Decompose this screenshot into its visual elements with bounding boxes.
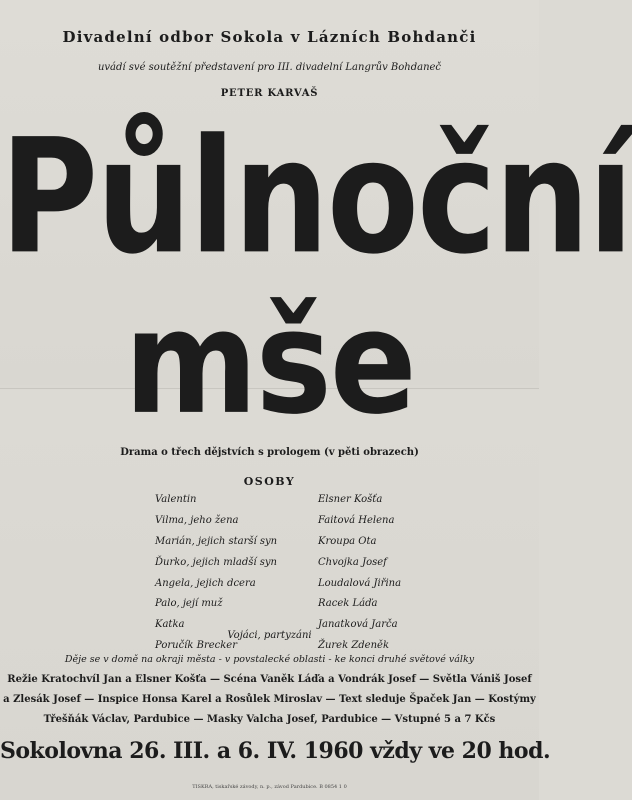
cast-role: Vilma, jeho žena <box>155 514 239 526</box>
cast-actor: Faitová Helena <box>318 514 395 526</box>
cast-row <box>0 494 539 515</box>
cast-actor: Racek Láďa <box>318 598 378 610</box>
poster-header: Divadelní odbor Sokola v Lázních Bohdanči <box>62 28 477 46</box>
performance-dates: Sokolovna 26. III. a 6. IV. 1960 vždy ve 20 hod. <box>0 738 551 764</box>
cast-role: Katka <box>155 619 185 631</box>
cast-row <box>0 598 539 619</box>
persons-heading: OSOBY <box>243 475 296 488</box>
extras-note: Vojáci, partyzáni <box>227 630 312 641</box>
play-title-line1: Půlnoční <box>0 105 632 290</box>
cast-row <box>0 515 539 536</box>
cast-row <box>0 557 539 578</box>
cast-actor: Loudalová Jiřina <box>318 577 402 589</box>
credits-line: Třešňák Václav, Pardubice — Masky Valcha Josef, Pardubice — Vstupné 5 a 7 Kčs <box>43 714 496 725</box>
cast-role: Valentin <box>155 494 197 505</box>
play-title-line2: mše <box>124 279 415 447</box>
printer-imprint: TISKRA, tiskařské závody, n. p., závod Pardubice. B 0854 1 0 <box>192 784 347 790</box>
play-subtitle: Drama o třech dějstvích s prologem (v pěti obrazech) <box>120 447 419 458</box>
play-author: PETER KARVAŠ <box>220 88 319 99</box>
cast-role: Marián, jejich starší syn <box>155 535 278 547</box>
cast-actor: Elsner Košťa <box>318 494 383 505</box>
cast-row <box>0 536 539 557</box>
cast-actor: Kroupa Ota <box>318 535 377 547</box>
poster-subheader: uvádí své soutěžní představení pro III. divadelní Langrův Bohdaneč <box>97 62 442 73</box>
cast-actor: Žurek Zdeněk <box>318 640 390 652</box>
setting-note: Děje se v domě na okraji města - v povstalecké oblasti - ke konci druhé světové války <box>64 654 475 665</box>
cast-role: Ďurko, jejich mladší syn <box>155 556 277 568</box>
cast-actor: Janatková Jarča <box>318 619 398 631</box>
credits-line: Režie Kratochvíl Jan a Elsner Košťa — Scéna Vaněk Láďa a Vondrák Josef — Světla Vániš Josef <box>7 674 532 685</box>
credits-line: a Zlesák Josef — Inspice Honsa Karel a Rosůlek Miroslav — Text sleduje Špaček Jan — Kostýmy <box>3 694 536 705</box>
cast-role: Poručík Brecker <box>155 640 238 652</box>
cast-role: Angela, jejich dcera <box>155 577 256 589</box>
cast-row <box>0 578 539 599</box>
cast-actor: Chvojka Josef <box>318 556 387 568</box>
cast-role: Palo, její muž <box>155 598 223 610</box>
